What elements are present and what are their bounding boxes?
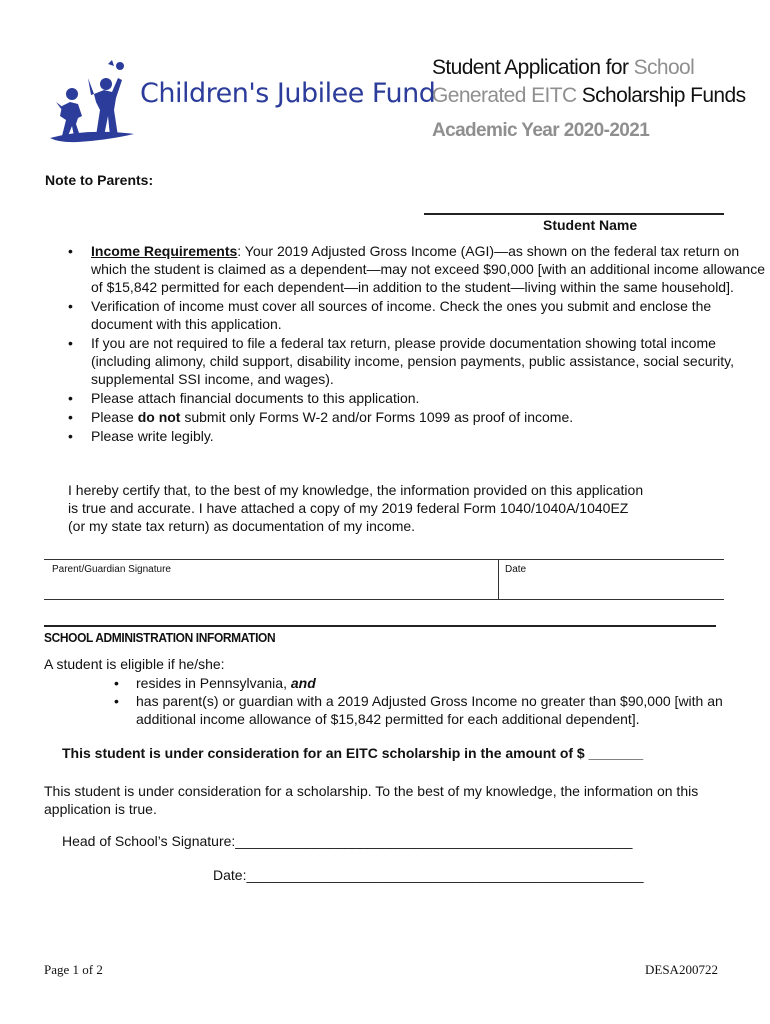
signature-date-label: Date: [505, 564, 527, 575]
certification-text: I hereby certify that, to the best of my knowledge, the information provided on this application is true and accurate. I have attached a copy of my 2019 federal Form 1040/1040A/1040EZ (or my state tax return) as documentation of my income.: [68, 482, 644, 534]
list-item: [68, 427, 770, 445]
head-of-school-signature-field[interactable]: Head of School’s Signature:___________________________________________________: [62, 833, 633, 849]
student-name-field[interactable]: [424, 213, 724, 215]
title-line2-grey: Generated EITC: [432, 84, 582, 107]
bullet-icon: •: [68, 390, 73, 406]
school-admin-heading: SCHOOL ADMINISTRATION INFORMATION: [44, 630, 276, 645]
bullet-icon: •: [68, 428, 73, 444]
do-not-pre: Please: [91, 409, 138, 425]
eligibility-intro: A student is eligible if he/she:: [44, 656, 225, 672]
list-item: [68, 242, 770, 296]
do-not-bold: do not: [137, 409, 181, 425]
student-name-label: Student Name: [543, 217, 638, 233]
legibly-text: Please write legibly.: [91, 428, 214, 444]
note-to-parents-label: Note to Parents:: [45, 172, 154, 188]
bullet-icon: •: [68, 298, 73, 314]
signature-divider: [498, 559, 499, 599]
list-item: [68, 334, 770, 388]
title-line2-dark: Scholarship Funds: [581, 84, 746, 107]
form-title-line1: [432, 56, 694, 80]
form-title-line2: [432, 84, 745, 108]
not-required-text: If you are not required to file a federal tax return, please provide documentation showing total income (including alimony, child support, disability income, pension payments, public assistance, social security, supplemental SSI income, and wages).: [91, 335, 735, 387]
school-date-field[interactable]: Date:___________________________________________________: [213, 867, 644, 883]
income-requirements-heading: Income Requirements: [91, 243, 238, 259]
list-item: [68, 297, 770, 333]
bullet-icon: •: [68, 335, 73, 351]
school-statement: This student is under consideration for a scholarship. To the best of my knowledge, the information on this application is true.: [44, 783, 699, 817]
bullet-icon: •: [68, 409, 73, 425]
bullet-icon: •: [68, 243, 73, 259]
list-item: [114, 692, 746, 728]
section-divider: [44, 625, 716, 627]
income-requirements-text: : Your 2019 Adjusted Gross Income (AGI)—as shown on the federal tax return on which the student is claimed as a dependent—may not exceed $90,000 [with an additional income allowance of $15,842 permitted for each dependent—in addition to the student—living within the same household].: [91, 243, 765, 295]
list-item: [114, 674, 746, 692]
logo-org-name: Children's Jubilee Fund: [140, 78, 436, 109]
parent-signature-label: Parent/Guardian Signature: [52, 564, 171, 575]
title-line1-dark: Student Application for: [432, 56, 634, 79]
eligibility-list: [112, 674, 746, 728]
criteria2-text: has parent(s) or guardian with a 2019 Adjusted Gross Income no greater than $90,000 [with an additional income allowance of $15,842 permitted for each additional dependent].: [136, 693, 723, 727]
list-item: [68, 389, 770, 407]
do-not-post: submit only Forms W-2 and/or Forms 1099 as proof of income.: [180, 409, 574, 425]
verification-text: Verification of income must cover all sources of income. Check the ones you submit and enclose the document with this application.: [91, 298, 712, 332]
form-code: DESA200722: [645, 962, 718, 977]
requirements-list: [45, 242, 770, 446]
academic-year: Academic Year 2020-2021: [432, 120, 650, 141]
childrens-jubilee-fund-logo-icon: [48, 58, 140, 146]
page-number: Page 1 of 2: [44, 962, 103, 977]
bullet-icon: •: [114, 693, 119, 709]
list-item: [68, 408, 770, 426]
criteria1-and: and: [290, 675, 316, 691]
criteria1-text: resides in Pennsylvania,: [136, 675, 291, 691]
attach-text: Please attach financial documents to this application.: [91, 390, 420, 406]
scholarship-amount-field[interactable]: This student is under consideration for an EITC scholarship in the amount of $ _______: [62, 745, 644, 761]
title-line1-grey: School: [633, 56, 695, 79]
bullet-icon: •: [114, 675, 119, 691]
